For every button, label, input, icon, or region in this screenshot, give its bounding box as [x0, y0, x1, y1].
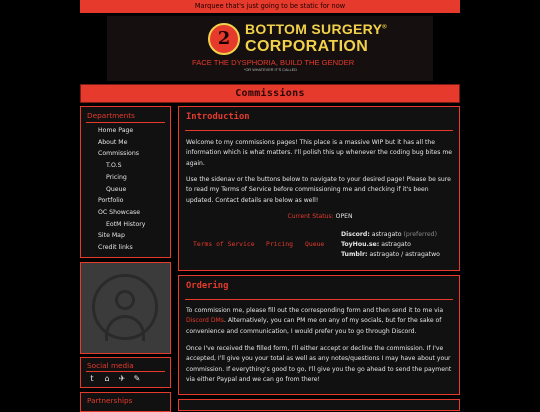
sidebar-item-commissions[interactable]: Commissions: [98, 150, 139, 158]
tumblr-icon[interactable]: t: [90, 374, 94, 383]
logo-emblem: [208, 23, 240, 55]
contact-value: astragato: [381, 241, 411, 248]
ordering-text-a: To commission me, please fill out the corresponding form and then send it to me via: [186, 307, 444, 314]
introduction-title: Introduction: [186, 112, 250, 122]
discord-dms-link[interactable]: Discord DMs: [186, 317, 224, 325]
next-section: [178, 399, 460, 411]
sidebar-item-portfolio[interactable]: Portfolio: [98, 197, 124, 205]
contact-value: astragato / astragatwo: [369, 251, 440, 258]
intro-paragraph-1: Welcome to my commissions pages! This place is a massive WIP but it has all the information which is what matters. I'll polish this up whenever the coding bug bites me again.: [186, 139, 453, 167]
sidebar-item-credit-links[interactable]: Credit links: [98, 244, 133, 251]
contact-label: ToyHou.se:: [341, 241, 380, 248]
social-divider: [86, 371, 165, 372]
avatar: [80, 262, 171, 354]
pricing-link[interactable]: Pricing: [266, 240, 293, 248]
sidebar-item-queue[interactable]: Queue: [106, 185, 127, 193]
contact-value: astragato: [371, 231, 402, 238]
sidebar-item-eotm-history[interactable]: EotM History: [106, 220, 146, 228]
sidebar-title: Departments: [87, 111, 135, 120]
twitter-icon[interactable]: ✈: [118, 374, 126, 383]
brush-icon[interactable]: ✎: [133, 374, 141, 383]
introduction-divider: [185, 130, 453, 131]
contact-label: Discord:: [341, 231, 370, 238]
logo-letter: 2: [217, 28, 231, 49]
contact-label: Tumblr:: [341, 251, 368, 258]
ordering-divider: [185, 299, 453, 300]
banner-small-print: *OR WHATEVER IT'S CALLED: [244, 68, 297, 72]
banner-title-line1: [245, 21, 387, 37]
ordering-paragraph-1: [186, 306, 454, 337]
status-value: OPEN: [335, 213, 353, 220]
sidebar-item-site-map[interactable]: Site Map: [98, 232, 125, 240]
banner-tagline: FACE THE DYSPHORIA, BUILD THE GENDER: [192, 58, 355, 67]
marquee-text: Marquee that's just going to be static for now: [194, 2, 346, 10]
registered-mark: ®: [382, 24, 387, 31]
partnerships-title: Partnerships: [87, 396, 133, 405]
ordering-paragraph-2: Once I've received the filled form, I'll either accept or decline the commission. If I've accepted, I'll give you your total as well as any notes/questions I may have about your commission. If everything's good to go, I'll give you the go ahead to send the payment via either Paypal and we can go from there!: [186, 345, 452, 383]
avatar-head: [115, 290, 135, 310]
status-label: Current Status:: [287, 213, 334, 220]
home-icon[interactable]: ⌂: [104, 374, 110, 383]
banner-title-text: BOTTOM SURGERY: [245, 21, 383, 37]
contact-discord: [341, 231, 437, 238]
current-status: [186, 212, 454, 222]
queue-link[interactable]: Queue: [305, 240, 325, 248]
contact-note: (preferred): [403, 231, 438, 238]
sidebar-item-tos[interactable]: T.O.S: [106, 162, 122, 170]
social-title: Social media: [87, 361, 134, 370]
sidebar-item-about-me[interactable]: About Me: [98, 138, 128, 146]
sidebar-departments: [80, 106, 171, 258]
contact-tumblr: [341, 251, 440, 258]
tos-link[interactable]: Terms of Service: [193, 240, 255, 248]
intro-paragraph-2: Use the sidenav or the buttons below to navigate to your desired page! Please be sure to read my Terms of Service before commissioning me and checking if it's been updated. Contact details are below as well!: [186, 176, 451, 204]
marquee-bar: [80, 0, 460, 13]
banner-title-line2: CORPORATION: [245, 38, 369, 55]
ordering-text-b: . Alternatively, you can PM me on any of my socials, but for the sake of convenience and communication, I would prefer you to go through Discord.: [186, 317, 442, 335]
page-title: Commissions: [80, 84, 460, 103]
sidebar-item-pricing[interactable]: Pricing: [106, 173, 127, 181]
partnerships-panel: [80, 392, 171, 412]
sidebar-item-home-page[interactable]: Home Page: [98, 127, 134, 134]
sidebar-item-oc-showcase[interactable]: OC Showcase: [98, 208, 141, 216]
contact-toyhouse: [341, 241, 411, 248]
sidebar-divider: [86, 122, 165, 123]
ordering-title: Ordering: [186, 281, 229, 291]
